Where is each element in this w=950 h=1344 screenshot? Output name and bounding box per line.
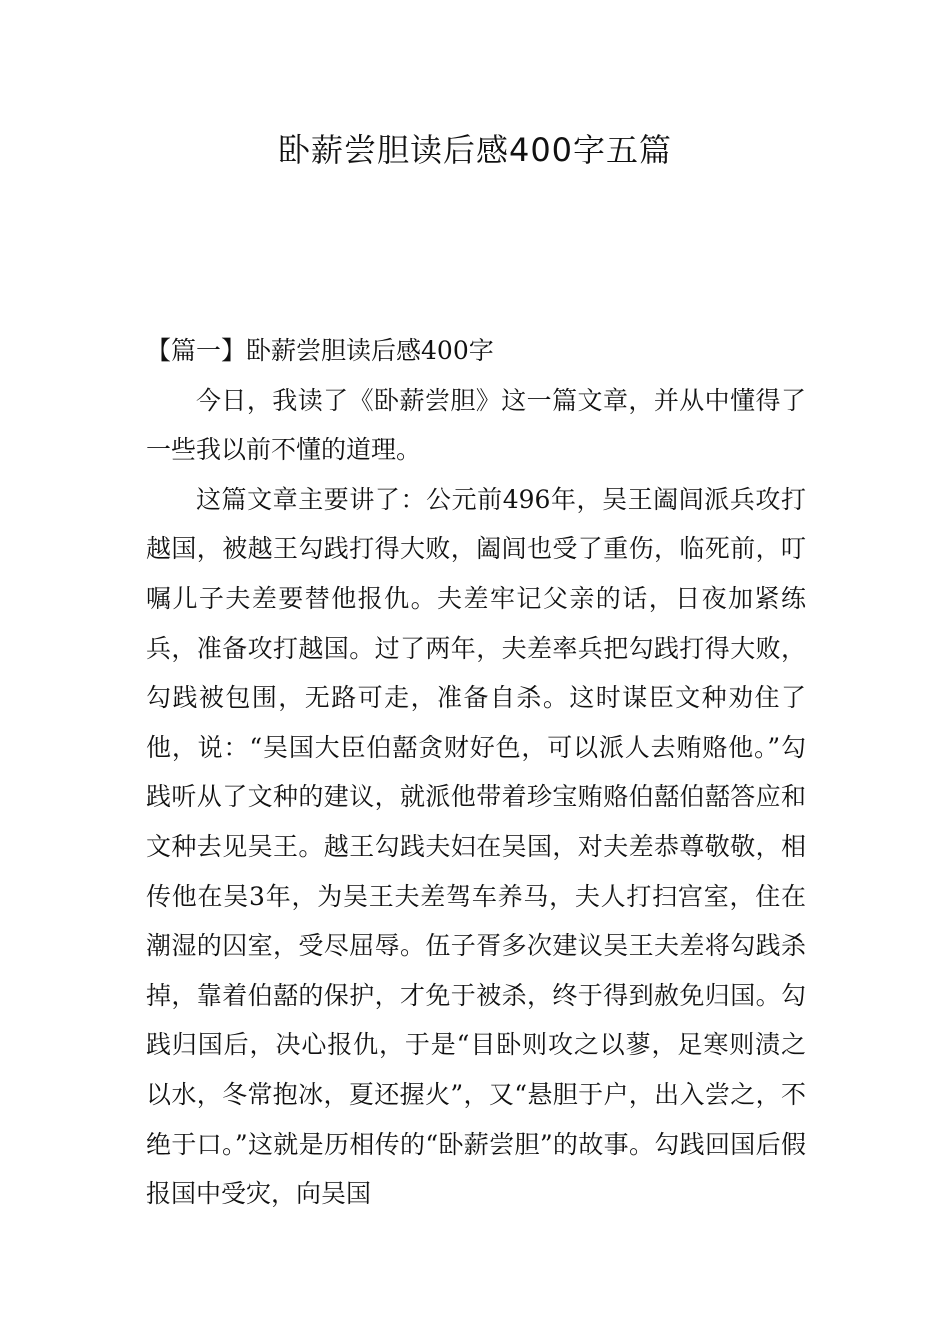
paragraph-story: 这篇文章主要讲了：公元前496年，吴王阖闾派兵攻打越国，被越王勾践打得大败，阖闾也受了重伤，临死前，叮嘱儿子夫差要替他报仇。夫差牢记父亲的话，日夜加紧练兵，准备攻打越国。过了两年，夫差率兵把勾践打得大败，勾践被包围，无路可走，准备自杀。这时谋臣文种劝住了他，说：“吴国大臣伯嚭贪财好色，可以派人去贿赂他。”勾践听从了文种的建议，就派他带着珍宝贿赂伯嚭伯嚭答应和文种去见吴王。越王勾践夫妇在吴国，对夫差恭尊敬敬，相传他在吴3年，为吴王夫差驾车养马，夫人打扫宫室，住在潮湿的囚室，受尽屈辱。伍子胥多次建议吴王夫差将勾践杀掉，靠着伯嚭的保护，才免于被杀，终于得到赦免归国。勾践归国后，决心报仇，于是“目卧则攻之以蓼，足寒则渍之以水，冬常抱冰，夏还握火”，又“悬胆于户，出入尝之，不绝于口。”这就是历相传的“卧薪尝胆”的故事。勾践回国后假报国中受灾，向吴国 [146, 484, 806, 1209]
paragraph-intro: 今日，我读了《卧薪尝胆》这一篇文章，并从中懂得了一些我以前不懂的道理。 [146, 385, 806, 465]
document-body [146, 326, 806, 1219]
section-heading: 【篇一】卧薪尝胆读后感400字 [146, 336, 494, 365]
document-title: 卧薪尝胆读后感400字五篇 [277, 131, 673, 169]
